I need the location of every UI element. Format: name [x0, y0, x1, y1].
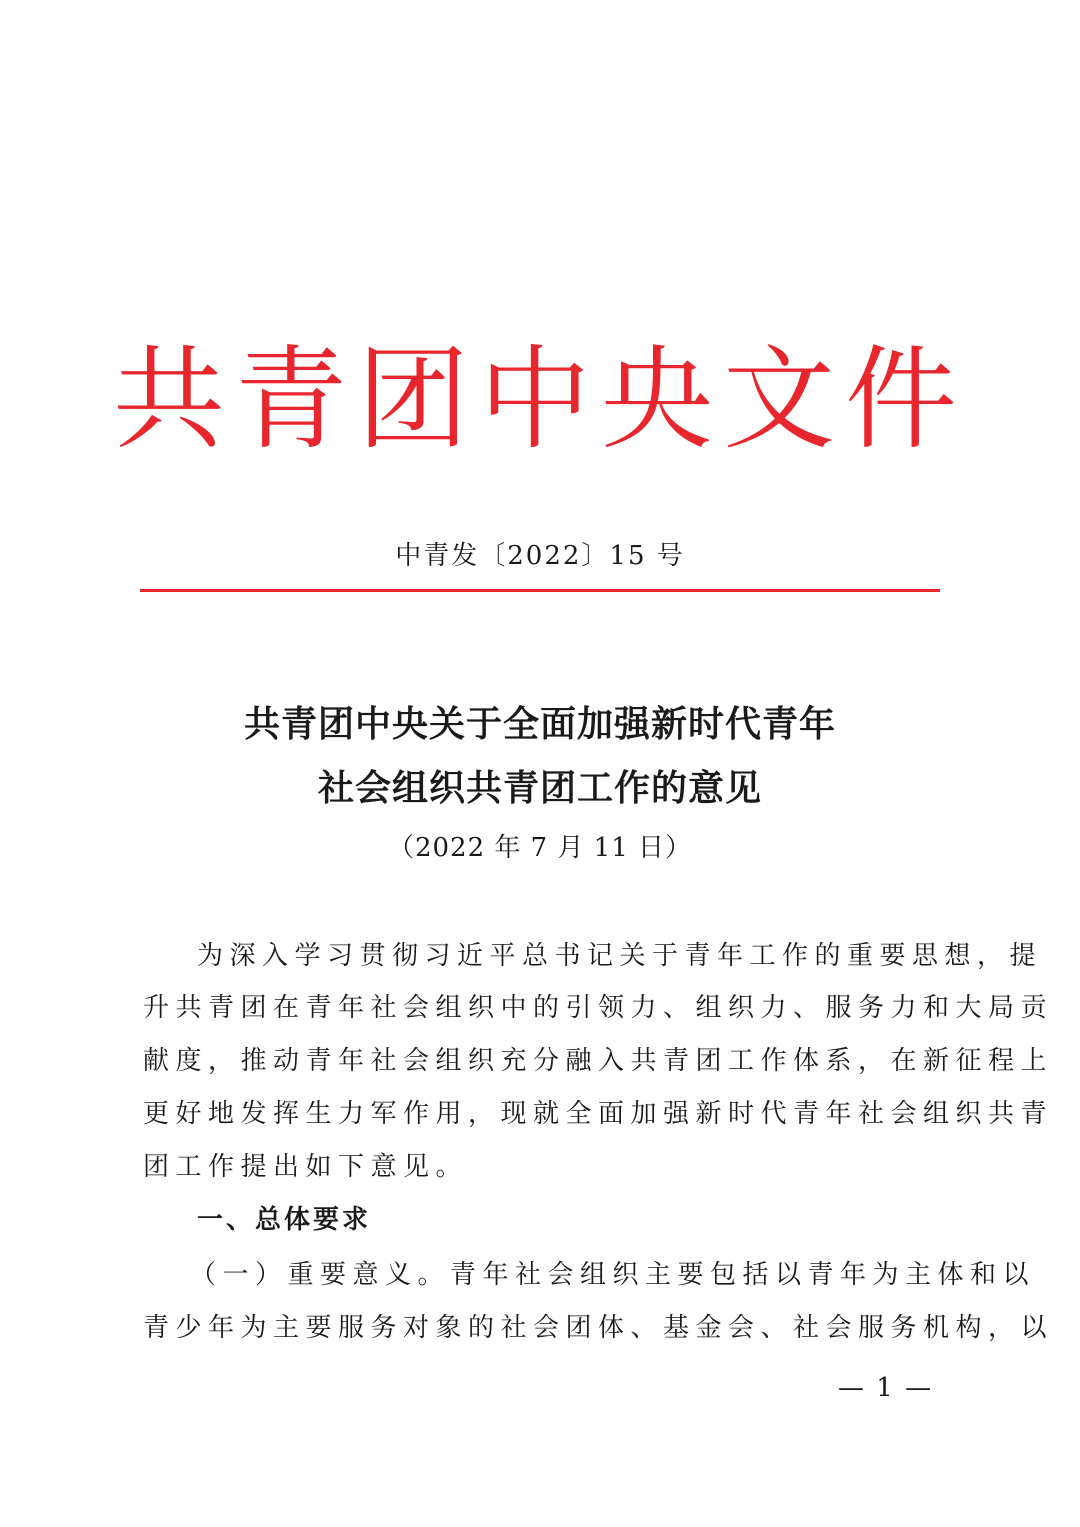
paragraph-line: 更好地发挥生力军作用，现就全面加强新时代青年社会组织共青	[143, 1099, 1054, 1129]
masthead-title: 共青团中央文件	[113, 335, 967, 465]
paragraph-line: 为深入学习贯彻习近平总书记关于青年工作的重要思想，提	[197, 941, 1043, 971]
paragraph-line: 升共青团在青年社会组织中的引领力、组织力、服务力和大局贡	[143, 993, 1054, 1023]
document-number: 中青发〔2022〕15 号	[395, 541, 685, 571]
document-title-line-2: 社会组织共青团工作的意见	[317, 767, 762, 809]
page-number: — 1 —	[838, 1373, 934, 1403]
section-heading: 一、总体要求	[197, 1205, 372, 1235]
paragraph-line: （一）重要意义。青年社会组织主要包括以青年为主体和以	[190, 1260, 1036, 1290]
paragraph-line: 团工作提出如下意见。	[143, 1152, 469, 1182]
document-title-line-1: 共青团中央关于全面加强新时代青年	[243, 703, 836, 745]
paragraph-line: 献度，推动青年社会组织充分融入共青团工作体系，在新征程上	[143, 1046, 1054, 1076]
red-divider-line	[140, 589, 940, 592]
document-date: （2022 年 7 月 11 日）	[387, 833, 693, 863]
paragraph-line: 青少年为主要服务对象的社会团体、基金会、社会服务机构，以	[143, 1313, 1054, 1343]
